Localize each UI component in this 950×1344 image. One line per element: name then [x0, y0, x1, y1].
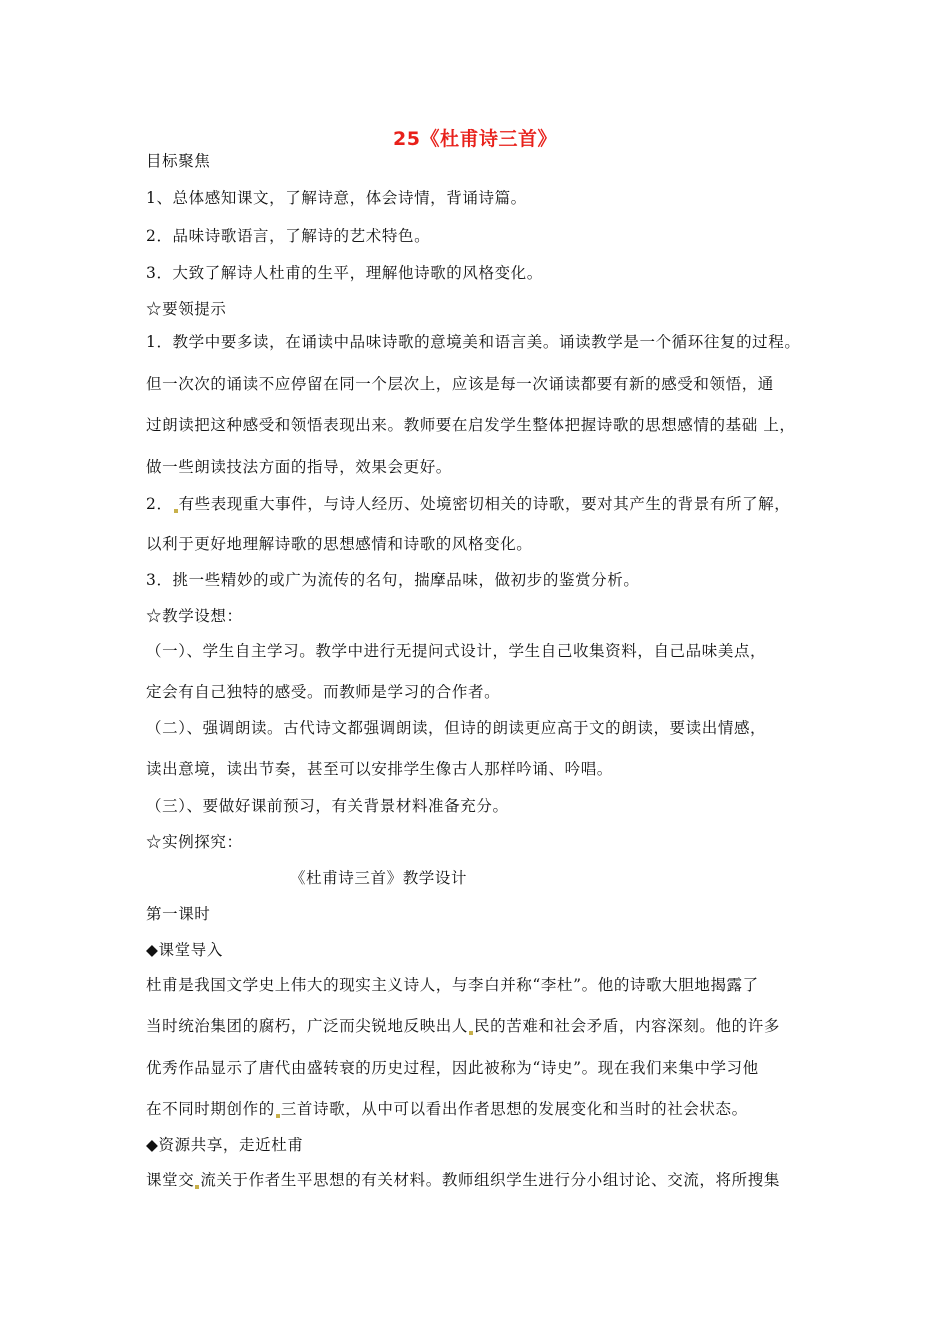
section-heading-tips: ☆要领提示 — [146, 300, 227, 318]
text-line: 读出意境，读出节奏，甚至可以安排学生像古人那样吟诵、吟唱。 — [146, 760, 613, 778]
stray-mark — [174, 509, 178, 513]
text-segment: 在不同时期创作的 — [146, 1100, 275, 1118]
text-line: 杜甫是我国文学史上伟大的现实主义诗人，与李白并称“李杜”。他的诗歌大胆地揭露了 — [146, 976, 759, 994]
text-segment: 三首诗歌，从中可以看出作者思想的发展变化和当时的社会状态。 — [280, 1100, 748, 1118]
stray-mark — [195, 1185, 199, 1189]
lesson-heading: 第一课时 — [146, 905, 211, 923]
text-line: 但一次次的诵读不应停留在同一个层次上，应该是每一次诵读都要有新的感受和领悟，通 — [146, 375, 774, 393]
text-line: 3．挑一些精妙的或广为流传的名句，揣摩品味，做初步的鉴赏分析。 — [146, 571, 640, 589]
text-segment: 流关于作者生平思想的有关材料。教师组织学生进行分小组讨论、交流，将所搜集 — [200, 1171, 780, 1189]
text-line: 定会有自己独特的感受。而教师是学习的合作者。 — [146, 683, 501, 701]
text-line: 1、总体感知课文，了解诗意，体会诗情，背诵诗篇。 — [146, 189, 527, 207]
text-line: 做一些朗读技法方面的指导，效果会更好。 — [146, 458, 452, 476]
text-line: 1．教学中要多读，在诵读中品味诗歌的意境美和语言美。诵读教学是一个循环往复的过程。 — [146, 333, 801, 351]
text-line — [146, 1098, 748, 1120]
section-heading-goals: 目标聚焦 — [146, 152, 211, 170]
text-line: 3．大致了解诗人杜甫的生平，理解他诗歌的风格变化。 — [146, 264, 543, 282]
text-line — [146, 1015, 780, 1037]
text-line — [146, 1169, 780, 1191]
text-segment: 民的苦难和社会矛盾，内容深刻。他的许多 — [474, 1017, 780, 1035]
text-line: （二）、强调朗读。古代诗文都强调朗读，但诗的朗读更应高于文的朗读，要读出情感， — [146, 719, 767, 737]
section-heading-example: ☆实例探究： — [146, 833, 243, 851]
page-title: 25《杜甫诗三首》 — [393, 128, 557, 150]
text-segment: 当时统治集团的腐朽，广泛而尖锐地反映出人 — [146, 1017, 469, 1035]
text-segment: 课堂交 — [146, 1171, 195, 1189]
text-line — [146, 493, 790, 515]
section-heading-design: ☆教学设想： — [146, 607, 243, 625]
text-line: （三）、要做好课前预习，有关背景材料准备充分。 — [146, 797, 509, 815]
stray-mark — [276, 1114, 280, 1118]
text-line: 过朗读把这种感受和领悟表现出来。教师要在启发学生整体把握诗歌的思想感情的基础 上， — [146, 416, 796, 434]
section-heading-intro: ◆课堂导入 — [146, 941, 223, 959]
text-segment: 有些表现重大事件，与诗人经历、处境密切相关的诗歌，要对其产生的背景有所了解， — [178, 495, 791, 513]
stray-mark — [469, 1031, 473, 1035]
text-line: 2．品味诗歌语言，了解诗的艺术特色。 — [146, 227, 431, 245]
text-line: （一）、学生自主学习。教学中进行无提问式设计，学生自己收集资料，自己品味美点， — [146, 642, 767, 660]
text-line: 以利于更好地理解诗歌的思想感情和诗歌的风格变化。 — [146, 535, 533, 553]
section-heading-resources: ◆资源共享，走近杜甫 — [146, 1136, 304, 1154]
list-number: 2． — [146, 495, 173, 513]
text-line: 优秀作品显示了唐代由盛转衰的历史过程，因此被称为“诗史”。现在我们来集中学习他 — [146, 1059, 759, 1077]
subtitle-teaching-design: 《杜甫诗三首》教学设计 — [290, 869, 468, 887]
